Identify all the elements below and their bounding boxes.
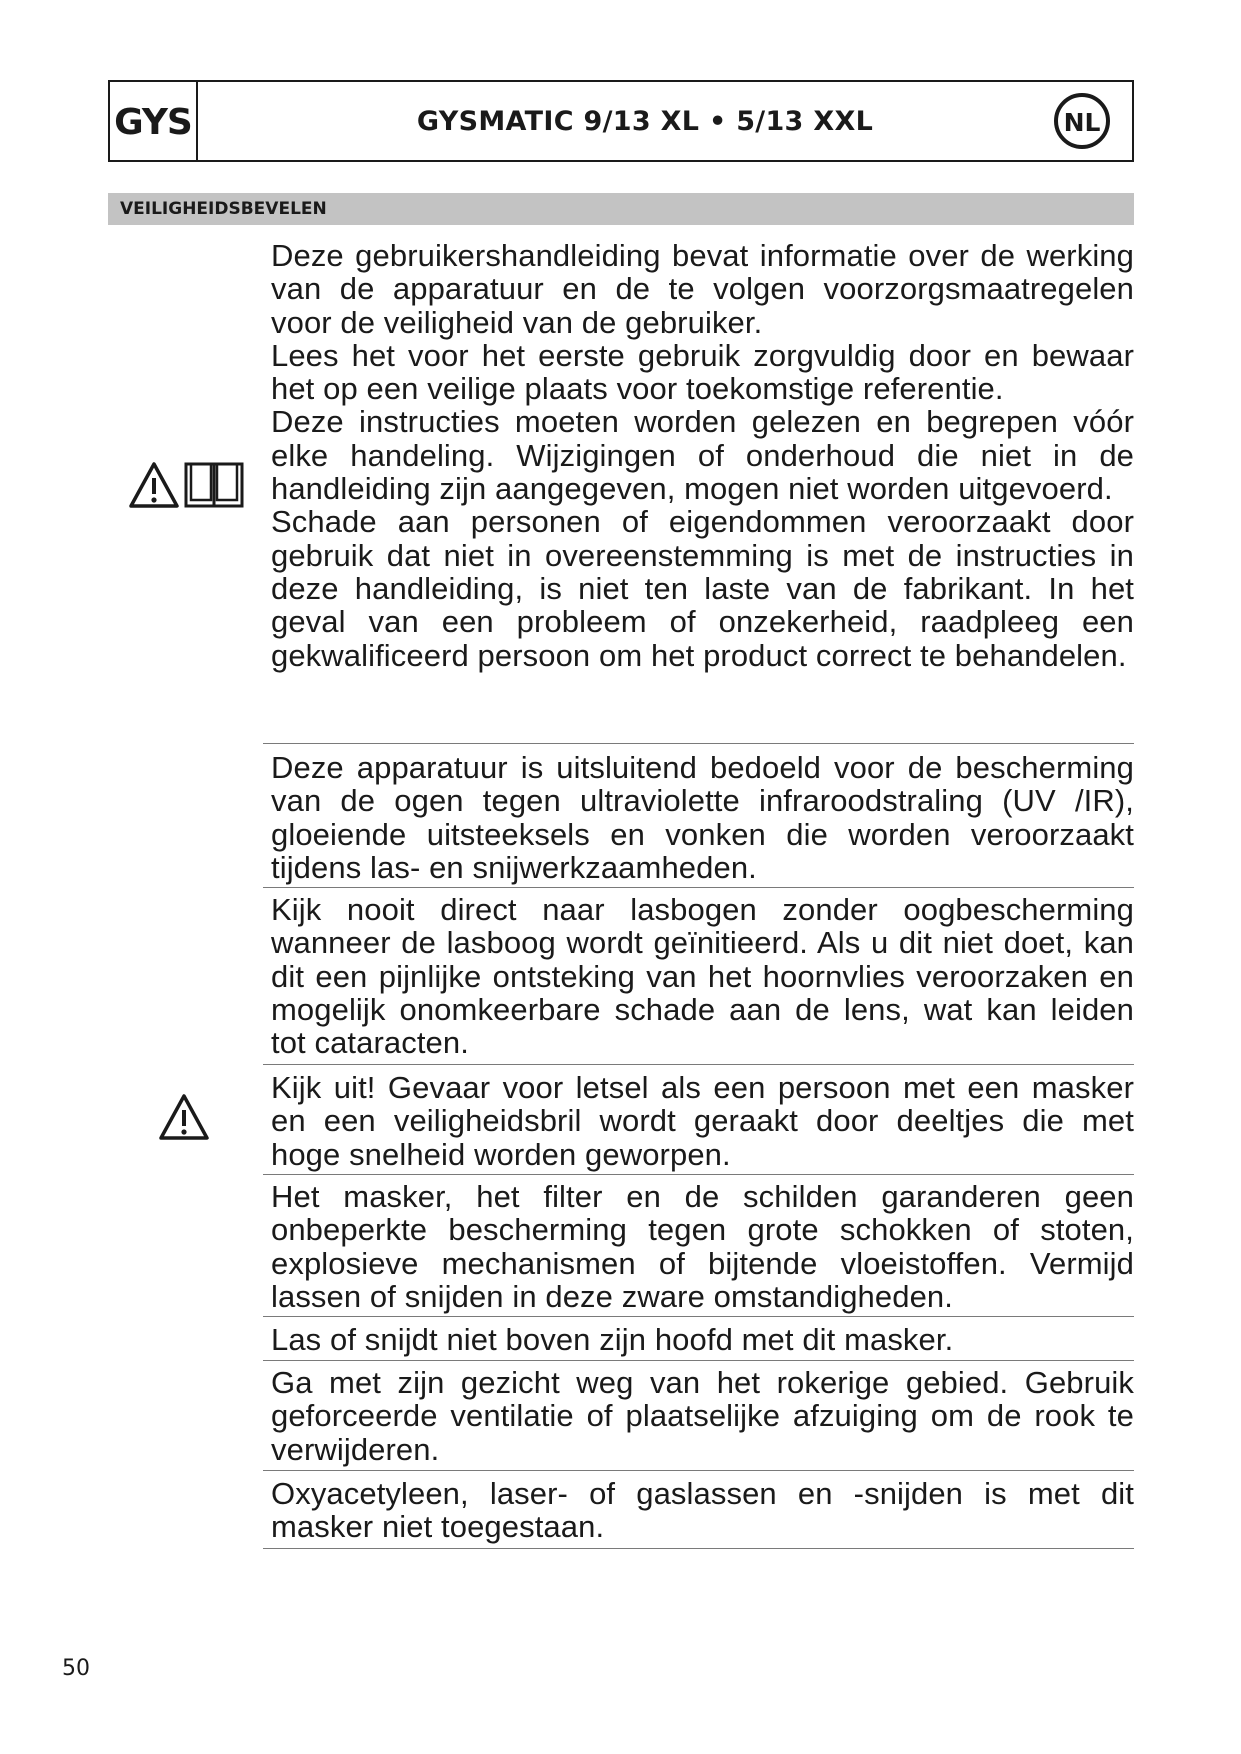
document-header	[108, 80, 1134, 162]
manual-book-icon	[184, 461, 244, 509]
safety-paragraph: Kijk nooit direct naar lasbogen zonder oogbescherming wanneer de lasboog wordt geïnitieerd. Als u dit niet doet, kan dit een pijnlijke ontsteking van het hoornvlies veroorzaken en mogelijk onomkeerbare schade aan de lens, wat kan leiden tot cataracten.	[271, 892, 1134, 1061]
product-title: GYSMATIC 9/13 XL • 5/13 XXL	[416, 105, 874, 137]
warning-triangle-icon	[128, 461, 180, 509]
safety-paragraph: Las of snijdt niet boven zijn hoofd met dit masker.	[271, 1322, 954, 1357]
intro-paragraph: Lees het voor het eerste gebruik zorgvuldig door en bewaar het op een veilige plaats voor toekomstige referentie.	[271, 337, 1134, 407]
safety-paragraph: Kijk uit! Gevaar voor letsel als een persoon met een masker en een veiligheidsbril wordt geraakt door deeltjes die met hoge snelheid worden geworpen.	[271, 1070, 1134, 1172]
intro-paragraph: Deze gebruikershandleiding bevat informatie over de werking van de apparatuur en de te volgen voorzorgsmaatregelen voor de veiligheid van de gebruiker.	[271, 238, 1134, 340]
safety-block-intended-use	[263, 751, 1134, 888]
safety-paragraph: Deze apparatuur is uitsluitend bedoeld voor de bescherming van de ogen tegen ultraviolette infraroodstraling (UV /IR), gloeiende uitsteeksels en vonken die worden veroorzaakt tijdens las- en snijwerkzaamheden.	[271, 750, 1134, 885]
intro-paragraph: Schade aan personen of eigendommen veroorzaakt door gebruik dat niet in overeenstemming is met de instructies in deze handleiding, is niet ten laste van de fabrikant. In het geval van een probleem of onzekerheid, raadpleeg een gekwalificeerd persoon om het product correct te behandelen.	[271, 504, 1134, 673]
gys-logo	[110, 82, 198, 160]
svg-text:GYS: GYS	[114, 102, 192, 141]
safety-paragraph: Het masker, het filter en de schilden garanderen geen onbeperkte bescherming tegen grote schokken of stoten, explosieve mechanismen of bijtende vloeistoffen. Vermijd lassen of snijden in deze zware omstandigheden.	[271, 1179, 1134, 1314]
safety-block-limitations	[263, 1180, 1134, 1317]
safety-block-prohibited-processes	[263, 1477, 1134, 1549]
safety-block-ventilation	[263, 1366, 1134, 1471]
safety-block-introduction	[263, 239, 1134, 744]
page-number: 50	[62, 1656, 90, 1681]
safety-block-particles	[263, 1071, 1134, 1175]
svg-text:NL: NL	[1063, 108, 1101, 137]
safety-paragraph: Ga met zijn gezicht weg van het rokerige gebied. Gebruik geforceerde ventilatie of plaatselijke afzuiging om de rook te verwijderen.	[271, 1365, 1134, 1467]
safety-block-overhead	[263, 1323, 1134, 1361]
gys-logo-mark	[111, 101, 195, 141]
warning-triangle-icon	[158, 1093, 210, 1141]
intro-paragraph: Deze instructies moeten worden gelezen en begrepen vóór elke handeling. Wijzigingen of onderhoud die niet in de handleiding zijn aangegeven, mogen niet worden uitgevoerd.	[271, 404, 1134, 507]
safety-paragraph: Oxyacetyleen, laser- of gaslassen en -snijden is met dit masker niet toegestaan.	[271, 1476, 1134, 1545]
section-title-bar: VEILIGHEIDSBEVELEN	[108, 193, 1134, 225]
safety-block-arc-viewing	[263, 893, 1134, 1065]
language-badge	[1050, 91, 1114, 151]
